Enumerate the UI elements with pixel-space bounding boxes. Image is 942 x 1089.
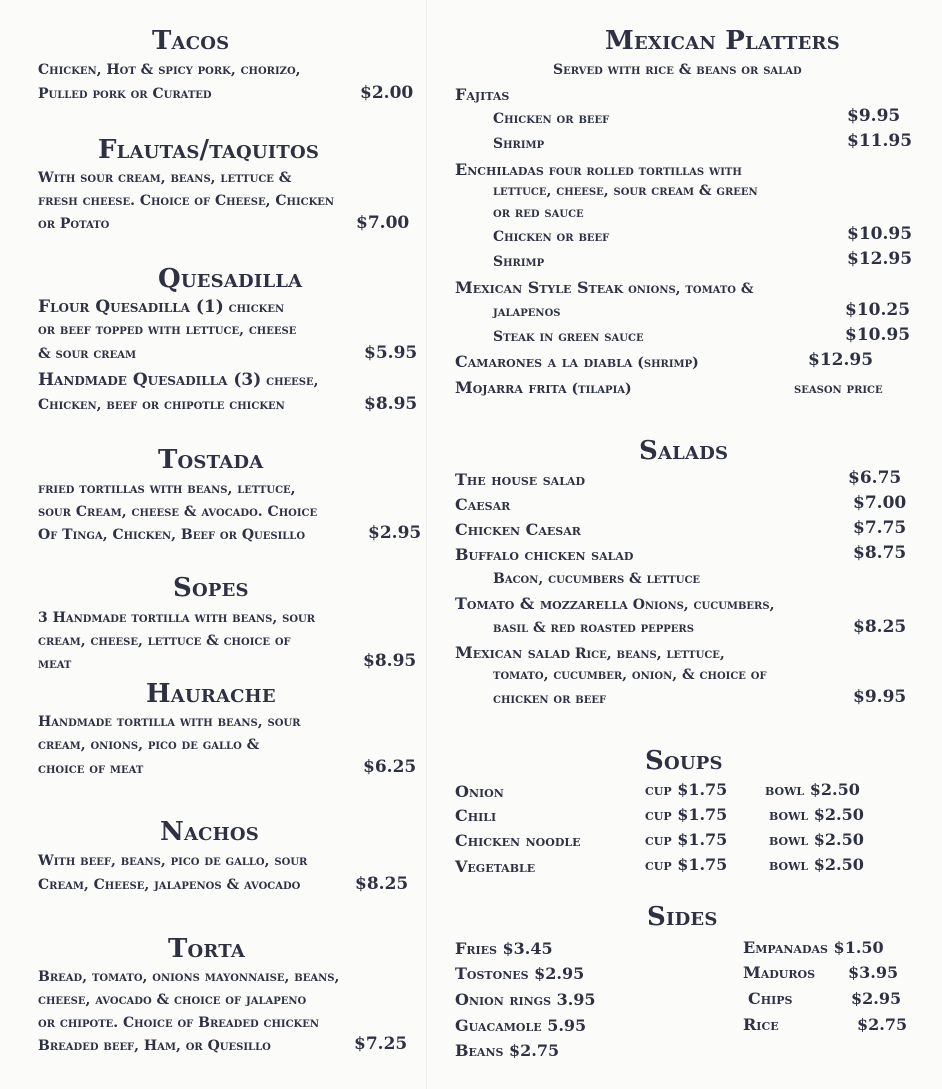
flautas-price: $7.00: [356, 213, 410, 233]
enchiladas-shrimp-price: $12.95: [847, 249, 913, 269]
salads-title: Salads: [639, 436, 729, 466]
quesadilla-item1-name: Flour Quesadilla (1): [38, 297, 224, 317]
tacos-desc-line2: Pulled pork or Curated: [38, 86, 212, 102]
steak-green-price: $10.95: [845, 325, 911, 345]
enchiladas-desc1: four rolled tortillas with: [548, 163, 742, 179]
quesadilla-item1-desc1: chicken: [228, 300, 285, 316]
salad-tomato-desc2: basil & red roasted peppers: [493, 620, 694, 636]
steak-price: $10.25: [845, 300, 911, 320]
nachos-title: Nachos: [160, 817, 259, 847]
salad-caesar: Caesar: [455, 495, 511, 514]
tostada-title: Tostada: [158, 445, 264, 475]
flautas-desc-line1: With sour cream, beans, lettuce &: [38, 170, 292, 186]
salad-tomato-desc1: Onions, cucumbers,: [632, 597, 775, 613]
sopes-price: $8.95: [363, 651, 417, 671]
torta-desc-line2: cheese, avocado & choice of jalapeno: [38, 992, 307, 1008]
quesadilla-item2-name: Handmade Quesadilla (3): [38, 370, 262, 390]
platters-subtitle: Served with rice & beans or salad: [553, 62, 802, 78]
side-fries: Fries $3.45: [455, 939, 553, 958]
enchiladas-chicken-price: $10.95: [847, 224, 913, 244]
enchiladas-chicken: Chicken or beef: [493, 229, 610, 245]
sopes-title: Sopes: [173, 573, 249, 603]
salad-tomato: [455, 594, 774, 613]
quesadilla-item2-desc1: cheese,: [266, 373, 319, 389]
nachos-desc-line1: With beef, beans, pico de gallo, sour: [38, 853, 308, 869]
fajitas-chicken-price: $9.95: [847, 106, 901, 126]
quesadilla-item2-desc2: Chicken, beef or chipotle chicken: [38, 397, 285, 413]
quesadilla-item1-desc2: or beef topped with lettuce, cheese: [38, 322, 297, 338]
quesadilla-item1-desc3: & sour cream: [38, 346, 137, 362]
mojarra: [455, 378, 632, 397]
soup-row-name: Vegetable: [455, 857, 536, 876]
salad-chicken-caesar-price: $7.75: [853, 518, 907, 538]
soup-row-cup: cup $1.75: [645, 855, 728, 874]
tacos-desc-line1: Chicken, Hot & spicy pork, chorizo,: [38, 62, 301, 78]
soup-row-bowl: bowl $2.50: [765, 780, 860, 799]
steak-green: Steak in green sauce: [493, 329, 644, 345]
steak-desc2: jalapenos: [493, 304, 561, 320]
sopes-desc-line2: cream, cheese, lettuce & choice of: [38, 633, 291, 649]
tostada-desc-line3: Of Tinga, Chicken, Beef or Quesillo: [38, 527, 306, 543]
camarones-price: $12.95: [808, 350, 874, 370]
quesadilla-item2-price: $8.95: [364, 394, 418, 414]
flautas-title: Flautas/taquitos: [98, 135, 320, 165]
platters-title: Mexican Platters: [605, 26, 840, 56]
mojarra-name: Mojarra frita: [455, 378, 567, 397]
side-onion-rings: Onion rings 3.95: [455, 990, 596, 1009]
quesadilla-title: Quesadilla: [158, 264, 303, 294]
fajitas-shrimp: Shrimp: [493, 136, 545, 152]
fajitas-name: Fajitas: [455, 85, 510, 104]
salad-house-price: $6.75: [848, 468, 902, 488]
tacos-price: $2.00: [360, 83, 414, 103]
haurache-price: $6.25: [363, 757, 417, 777]
side-chips-price: $2.95: [851, 989, 902, 1008]
enchiladas-name: Enchiladas: [455, 160, 544, 179]
salad-tomato-name: Tomato & mozzarella: [455, 594, 628, 613]
salad-house: The house salad: [455, 470, 586, 489]
salad-buffalo: Buffalo chicken salad: [455, 545, 634, 564]
soup-row-cup: cup $1.75: [645, 830, 728, 849]
tostada-desc-line2: sour Cream, cheese & avocado. Choice: [38, 504, 318, 520]
torta-price: $7.25: [354, 1034, 408, 1054]
salad-tomato-price: $8.25: [853, 617, 907, 637]
soup-row-cup: cup $1.75: [645, 805, 728, 824]
soup-row-name: Chili: [455, 806, 497, 825]
tacos-title: Tacos: [152, 26, 230, 56]
tostada-desc-line1: fried tortillas with beans, lettuce,: [38, 481, 296, 497]
steak-desc1: onions, tomato &: [628, 281, 754, 297]
soup-row-bowl: bowl $2.50: [769, 830, 864, 849]
nachos-price: $8.25: [355, 874, 409, 894]
side-maduros-price: $3.95: [848, 963, 899, 982]
salad-mexican-name: Mexican salad: [455, 643, 570, 662]
haurache-desc-line3: choice of meat: [38, 761, 144, 777]
salad-mexican-desc2: tomato, cucumber, onion, & choice of: [493, 667, 767, 683]
sopes-desc-line1: 3 Handmade tortilla with beans, sour: [38, 610, 316, 626]
soup-row-name: Onion: [455, 782, 504, 801]
side-rice: Rice: [743, 1015, 779, 1034]
fajitas-shrimp-price: $11.95: [847, 131, 913, 151]
mojarra-note: (tilapia): [571, 381, 632, 397]
enchiladas-shrimp: Shrimp: [493, 254, 545, 270]
soup-row-name: Chicken noodle: [455, 831, 581, 850]
salad-mexican-desc1: Rice, beans, lettuce,: [574, 646, 725, 662]
sopes-desc-line3: meat: [38, 656, 72, 672]
salad-mexican-price: $9.95: [853, 687, 907, 707]
flautas-desc-line3: or Potato: [38, 216, 110, 232]
steak-name: Mexican Style Steak: [455, 278, 624, 297]
enchiladas: [455, 160, 742, 179]
salad-mexican-desc3: chicken or beef: [493, 691, 607, 707]
haurache-title: Haurache: [146, 679, 276, 709]
salad-buffalo-desc: Bacon, cucumbers & lettuce: [493, 571, 701, 587]
side-beans: Beans $2.75: [455, 1041, 560, 1060]
camarones-note: (shrimp): [637, 355, 699, 371]
column-divider: [426, 0, 427, 1089]
camarones-name: Camarones a la diabla: [455, 352, 633, 371]
nachos-desc-line2: Cream, Cheese, jalapenos & avocado: [38, 877, 301, 893]
side-rice-price: $2.75: [857, 1015, 908, 1034]
tostada-price: $2.95: [368, 523, 422, 543]
quesadilla-item1: [38, 297, 284, 317]
soup-row-cup: cup $1.75: [645, 780, 728, 799]
enchiladas-desc2: lettuce, cheese, sour cream & green: [493, 183, 758, 199]
camarones: [455, 352, 699, 371]
soups-title: Soups: [645, 746, 723, 776]
fajitas-chicken: Chicken or beef: [493, 111, 610, 127]
soup-row-bowl: bowl $2.50: [769, 805, 864, 824]
quesadilla-item1-price: $5.95: [364, 343, 418, 363]
salad-buffalo-price: $8.75: [853, 543, 907, 563]
flautas-desc-line2: fresh cheese. Choice of Cheese, Chicken: [38, 193, 335, 209]
sides-title: Sides: [647, 902, 718, 932]
salad-caesar-price: $7.00: [853, 493, 907, 513]
side-tostones: Tostones $2.95: [455, 964, 585, 983]
steak: [455, 278, 754, 297]
haurache-desc-line2: cream, onions, pico de gallo &: [38, 737, 260, 753]
salad-mexican: [455, 643, 725, 662]
side-maduros: Maduros: [743, 963, 816, 982]
salad-chicken-caesar: Chicken Caesar: [455, 520, 581, 539]
torta-desc-line3: or chipote. Choice of Breaded chicken: [38, 1015, 320, 1031]
haurache-desc-line1: Handmade tortilla with beans, sour: [38, 714, 301, 730]
side-guacamole: Guacamole 5.95: [455, 1016, 587, 1035]
quesadilla-item2: [38, 370, 319, 390]
torta-title: Torta: [168, 934, 246, 964]
enchiladas-desc3: or red sauce: [493, 205, 584, 221]
mojarra-price: season price: [794, 381, 883, 397]
torta-desc-line4: Breaded beef, Ham, or Quesillo: [38, 1038, 271, 1054]
side-empanadas: Empanadas $1.50: [743, 938, 884, 957]
side-chips: Chips: [748, 989, 793, 1008]
torta-desc-line1: Bread, tomato, onions mayonnaise, beans,: [38, 969, 340, 985]
soup-row-bowl: bowl $2.50: [769, 855, 864, 874]
